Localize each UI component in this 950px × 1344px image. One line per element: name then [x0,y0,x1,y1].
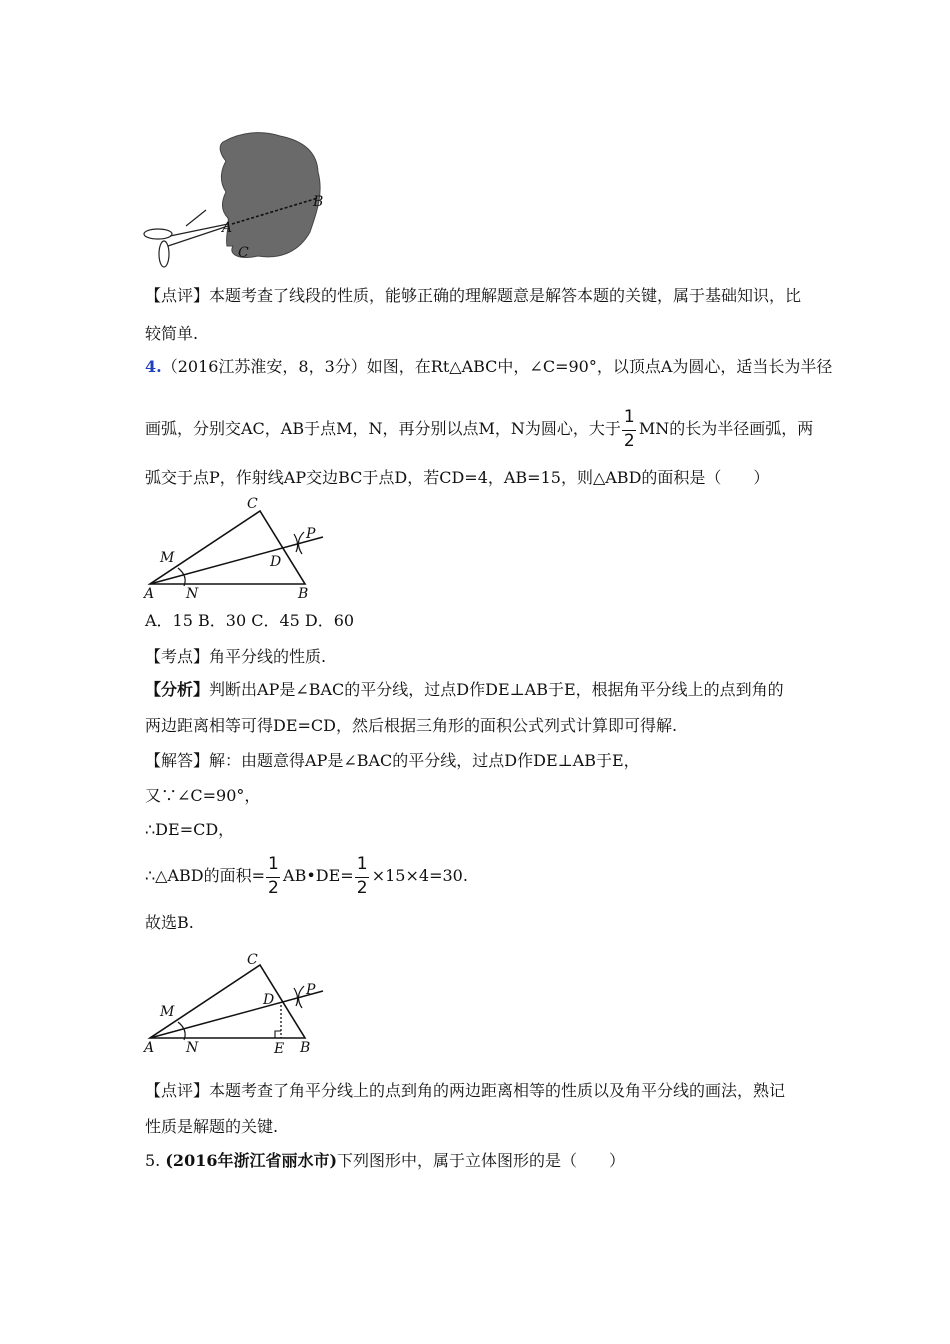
question-text: 画弧，分别交AC，AB于点M，N，再分别以点M，N为圆心，大于 [145,419,621,438]
label-b: B [300,1040,311,1056]
kaodian-tag: 【考点】 [145,647,210,666]
leaf-label-c: C [238,245,249,261]
fenxi-text: 判断出AP是∠BAC的平分线，过点D作DE⊥AB于E，根据角平分线上的点到角的 [209,680,784,699]
kaodian-line [145,647,326,667]
arc-p-1 [294,534,298,552]
jieda-tag: 【解答】 [145,751,210,770]
fenxi-line-2: 两边距离相等可得DE=CD，然后根据三角形的面积公式列式计算即可得解. [145,716,678,735]
leaf-scissors-figure [140,128,340,270]
label-p: P [306,526,316,542]
label-b: B [298,586,309,602]
jieda-line-3: ∴DE=CD， [145,820,235,839]
jieda-line-5: 故选B. [145,913,194,932]
jieda-text: 解：由题意得AP是∠BAC的平分线，过点D作DE⊥AB于E， [209,751,640,770]
label-m: M [160,550,175,566]
question-4-line-3: 弧交于点P，作射线AP交边BC于点D，若CD=4，AB=15，则△ABD的面积是（ ） [145,468,770,487]
leaf-label-b: B [313,194,324,210]
label-d: D [270,554,282,570]
comment-text: 本题考查了角平分线上的点到角的两边距离相等的性质以及角平分线的画法，熟记 [209,1081,786,1100]
comment-text: 本题考查了线段的性质，能够正确的理解题意是解答本题的关键，属于基础知识，比 [209,286,802,305]
triangle-figure-1 [140,494,330,602]
label-c: C [247,952,258,968]
leaf-shape [220,133,320,258]
comment-1-line-1 [145,286,801,306]
question-5-line [145,1151,625,1171]
triangle-figure-2 [140,952,330,1060]
kaodian-text: 角平分线的性质. [209,647,327,666]
label-e: E [274,1041,285,1057]
question-text: 下列图形中，属于立体图形的是（ ） [337,1151,626,1170]
fraction-half: $\frac{1}{2}$ [623,407,635,451]
scissors-icon [144,210,228,267]
question-number: 5. [145,1151,166,1170]
comment-1-line-2: 较简单. [145,324,199,343]
label-p: P [306,982,316,998]
jieda-text: AB•DE= [283,866,354,885]
fenxi-line-1 [145,680,784,700]
comment-tag: 【点评】 [145,286,210,305]
question-number: 4. [145,357,162,376]
question-text: MN的长为半径画弧，两 [638,419,814,438]
question-source: (2016年浙江省丽水市) [165,1151,338,1170]
leaf-label-a: A [222,220,233,236]
label-c: C [247,496,258,512]
label-m: M [160,1004,175,1020]
jieda-line-2: 又∵∠C=90°， [145,786,261,805]
fraction-half: $\frac{1}{2}$ [356,854,368,898]
question-text: （2016江苏淮安，8，3分）如图，在Rt△ABC中，∠C=90°，以顶点A为圆心，适当长为半径 [161,357,833,376]
jieda-text: ∴△ABD的面积= [145,866,266,885]
right-angle-mark [275,1031,281,1038]
answer-options: A．15 B．30 C．45 D．60 [145,611,355,630]
label-a: A [144,1040,155,1056]
jieda-line-4 [145,854,468,898]
jieda-text: ×15×4=30. [371,866,468,885]
fenxi-tag: 【分析】 [145,680,210,699]
label-a: A [144,586,155,602]
label-n: N [186,586,199,602]
fraction-half: $\frac{1}{2}$ [268,854,279,898]
jieda-line-1 [145,751,640,771]
arc-p-1 [294,988,298,1006]
label-n: N [186,1040,199,1056]
question-4-line-2 [145,407,814,451]
comment-2-line-1 [145,1081,785,1101]
label-d: D [263,992,275,1008]
question-4-line-1 [145,357,832,377]
comment-2-line-2: 性质是解题的关键. [145,1117,279,1136]
comment-tag: 【点评】 [145,1081,210,1100]
